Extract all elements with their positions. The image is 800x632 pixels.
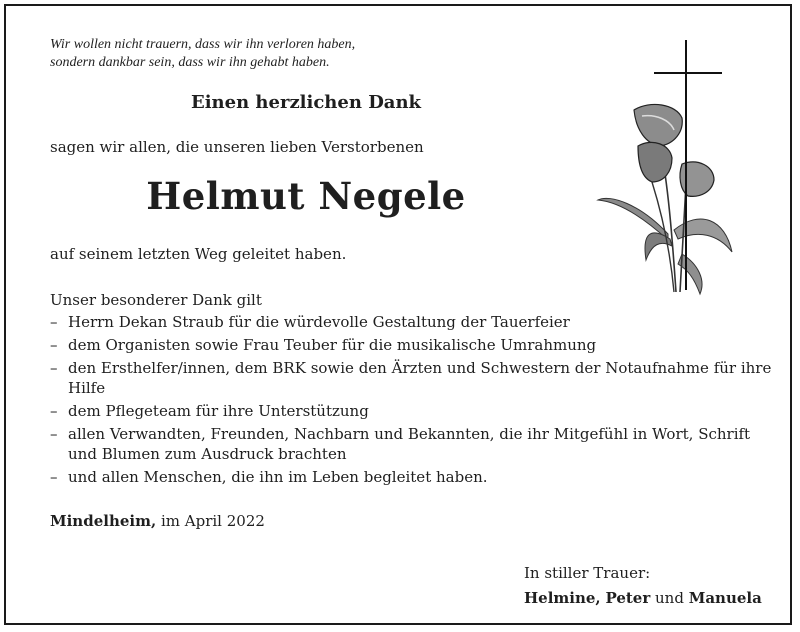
list-item-text: dem Organisten sowie Frau Teuber für die musikalische Umrahmung (68, 336, 597, 354)
list-bullet: – (50, 425, 58, 443)
list-item-text: den Ersthelfer/innen, dem BRK sowie den Ärzten und Schwestern der Notaufnahme für ihre Hilfe (68, 359, 772, 397)
list-bullet: – (50, 336, 58, 354)
place-date-text: im April 2022 (160, 512, 265, 530)
list-bullet: – (50, 402, 58, 420)
list-item (50, 358, 780, 398)
signature-name-3: Manuela (688, 589, 762, 607)
obituary-card (4, 4, 792, 625)
list-item-text: und allen Menschen, die ihn im Leben begleitet haben. (68, 468, 488, 486)
place-town: Mindelheim, (50, 512, 157, 530)
thanks-heading: Einen herzlichen Dank (190, 92, 422, 113)
thanks-list (50, 312, 780, 490)
list-item-text: dem Pflegeteam für ihre Unterstützung (68, 402, 369, 420)
list-item (50, 312, 780, 332)
list-item (50, 335, 780, 355)
signature-name-2: Peter (605, 589, 651, 607)
list-item (50, 467, 780, 487)
list-bullet: – (50, 468, 58, 486)
quote-line-2: sondern dankbar sein, dass wir ihn gehabt haben. (50, 55, 330, 70)
after-name-text: auf seinem letzten Weg geleitet haben. (50, 245, 347, 263)
list-item-text: Herrn Dekan Straub für die würdevolle Gestaltung der Tauerfeier (68, 313, 570, 331)
place-date (50, 512, 265, 530)
signature-label: In stiller Trauer: (524, 564, 651, 582)
list-item (50, 424, 780, 464)
signature-connector: und (655, 589, 684, 607)
intro-text: sagen wir allen, die unseren lieben Verstorbenen (50, 138, 424, 156)
memorial-quote (50, 36, 470, 72)
list-bullet: – (50, 313, 58, 331)
thanks-intro: Unser besonderer Dank gilt (50, 291, 262, 309)
signature-block (524, 561, 762, 611)
deceased-name: Helmut Negele (146, 174, 466, 218)
cross-with-calla-lilies-icon (590, 34, 736, 298)
signature-names (524, 586, 762, 611)
list-item (50, 401, 780, 421)
list-bullet: – (50, 359, 58, 377)
quote-line-1: Wir wollen nicht trauern, dass wir ihn verloren haben, (50, 37, 356, 52)
signature-name-1: Helmine, (524, 589, 601, 607)
list-item-text: allen Verwandten, Freunden, Nachbarn und Bekannten, die ihr Mitgefühl in Wort, Schrift und Blumen zum Ausdruck brachten (68, 425, 751, 463)
